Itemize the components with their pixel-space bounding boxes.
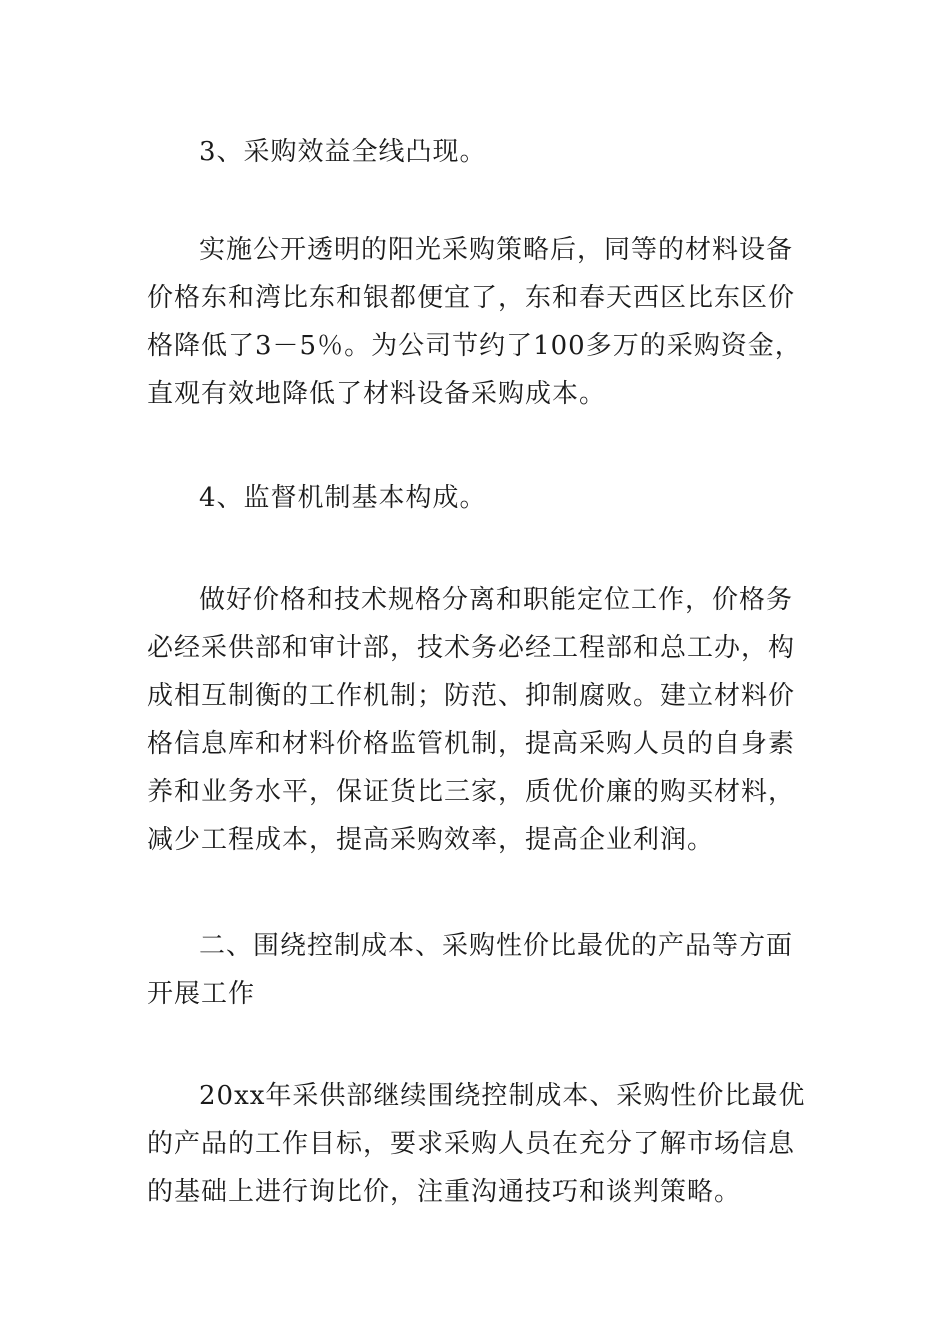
paragraph-20xx-goals: 20xx年采供部继续围绕控制成本、采购性价比最优的产品的工作目标，要求采购人员在充分了解市场信息的基础上进行询比价，注重沟通技巧和谈判策略。 (147, 1081, 806, 1207)
paragraph-sunshine-procurement: 实施公开透明的阳光采购策略后，同等的材料设备价格东和湾比东和银都便宜了，东和春天西区比东区价格降低了3－5％。为公司节约了100多万的采购资金，直观有效地降低了材料设备采购成本。 (147, 235, 802, 409)
section-heading-supervision-mechanism: 4、监督机制基本构成。 (199, 483, 487, 513)
section-heading-cost-control: 二、围绕控制成本、采购性价比最优的产品等方面开展工作 (147, 931, 794, 1009)
section-heading-procurement-benefits: 3、采购效益全线凸现。 (199, 137, 487, 167)
paragraph-price-separation: 做好价格和技术规格分离和职能定位工作，价格务必经采供部和审计部，技术务必经工程部和总工办，构成相互制衡的工作机制；防范、抑制腐败。建立材料价格信息库和材料价格监管机制，提高采购人员的自身素养和业务水平，保证货比三家，质优价廉的购买材料，减少工程成本，提高采购效率，提高企业利润。 (147, 585, 796, 855)
